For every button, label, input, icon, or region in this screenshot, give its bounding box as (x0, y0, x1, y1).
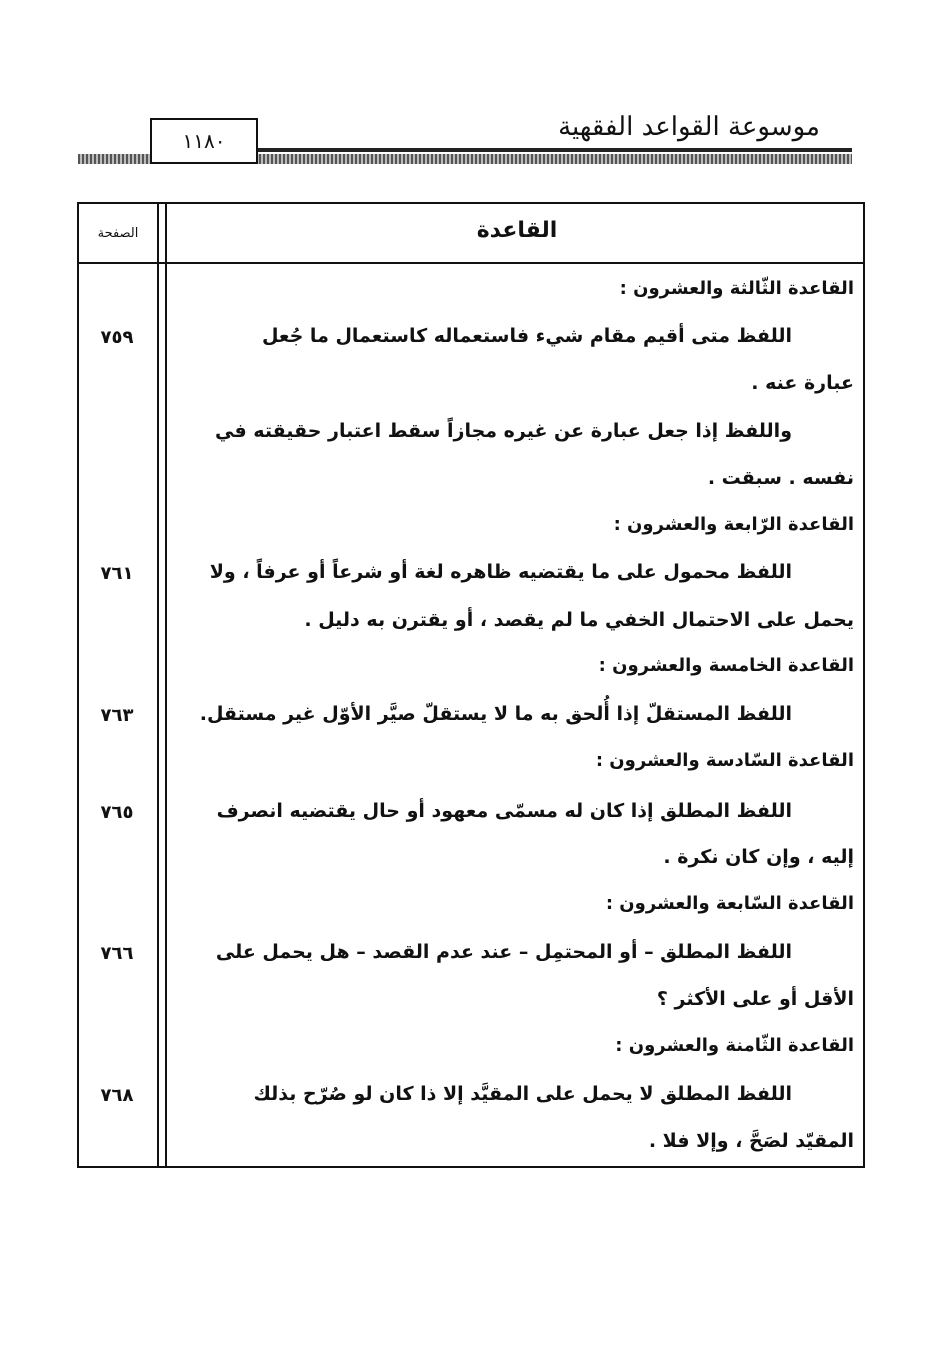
rule-text-line: عبارة عنه . (751, 372, 854, 394)
page-ref: ٧٥٩ (100, 327, 134, 348)
page-ref: ٧٦٦ (100, 943, 134, 964)
header-rule-hatched-left (78, 154, 150, 164)
header-rule-hatched (255, 154, 852, 164)
page-number: ١١٨٠ (150, 118, 258, 164)
rule-text-line: اللفظ المطلق لا يحمل على المقيَّد إلا ذا كان لو صُرّح بذلك (253, 1083, 792, 1105)
page-ref: ٧٦٣ (100, 705, 134, 726)
rule-text-line: اللفظ المطلق – أو المحتمِل – عند عدم القصد – هل يحمل على (215, 941, 792, 963)
rule-text-line: اللفظ المستقلّ إذا أُلحق به ما لا يستقلّ صيَّر الأوّل غير مستقل. (199, 703, 792, 725)
rule-heading: القاعدة الثّالثة والعشرون : (619, 278, 854, 299)
rule-heading: القاعدة الرّابعة والعشرون : (613, 514, 854, 535)
page-ref: ٧٦٥ (100, 802, 134, 823)
rule-text-line: اللفظ المطلق إذا كان له مسمّى معهود أو حال يقتضيه انصرف (216, 800, 792, 822)
column-header-rule: القاعدة (476, 218, 558, 243)
header-rule (248, 148, 852, 152)
rule-heading: القاعدة السّادسة والعشرون : (595, 750, 854, 771)
rule-text-line: واللفظ إذا جعل عبارة عن غيره مجازاً سقط اعتبار حقيقته في (215, 420, 792, 442)
column-divider (157, 204, 159, 1166)
rule-heading: القاعدة الخامسة والعشرون : (598, 655, 854, 676)
rule-text-line: نفسه . سبقت . (707, 467, 854, 489)
page-ref: ٧٦١ (100, 563, 134, 584)
rule-text-line: إليه ، وإن كان نكرة . (663, 846, 854, 868)
column-divider (165, 204, 167, 1166)
rule-heading: القاعدة السّابعة والعشرون : (605, 893, 854, 914)
rule-text-line: المقيّد لصَحَّ ، وإلا فلا . (648, 1130, 854, 1152)
book-title: موسوعة القواعد الفقهية (558, 112, 820, 142)
page-ref: ٧٦٨ (100, 1085, 134, 1106)
column-header-page: الصفحة (97, 226, 139, 241)
header-row-divider (79, 262, 863, 264)
rule-text-line: اللفظ محمول على ما يقتضيه ظاهره لغة أو شرعاً أو عرفاً ، ولا (209, 561, 792, 583)
rule-text-line: الأقل أو على الأكثر ؟ (656, 988, 854, 1010)
rule-text-line: يحمل على الاحتمال الخفي ما لم يقصد ، أو يقترن به دليل . (304, 609, 854, 631)
rule-text-line: اللفظ متى أقيم مقام شيء فاستعماله كاستعمال ما جُعل (261, 325, 792, 347)
rule-heading: القاعدة الثّامنة والعشرون : (615, 1035, 854, 1056)
